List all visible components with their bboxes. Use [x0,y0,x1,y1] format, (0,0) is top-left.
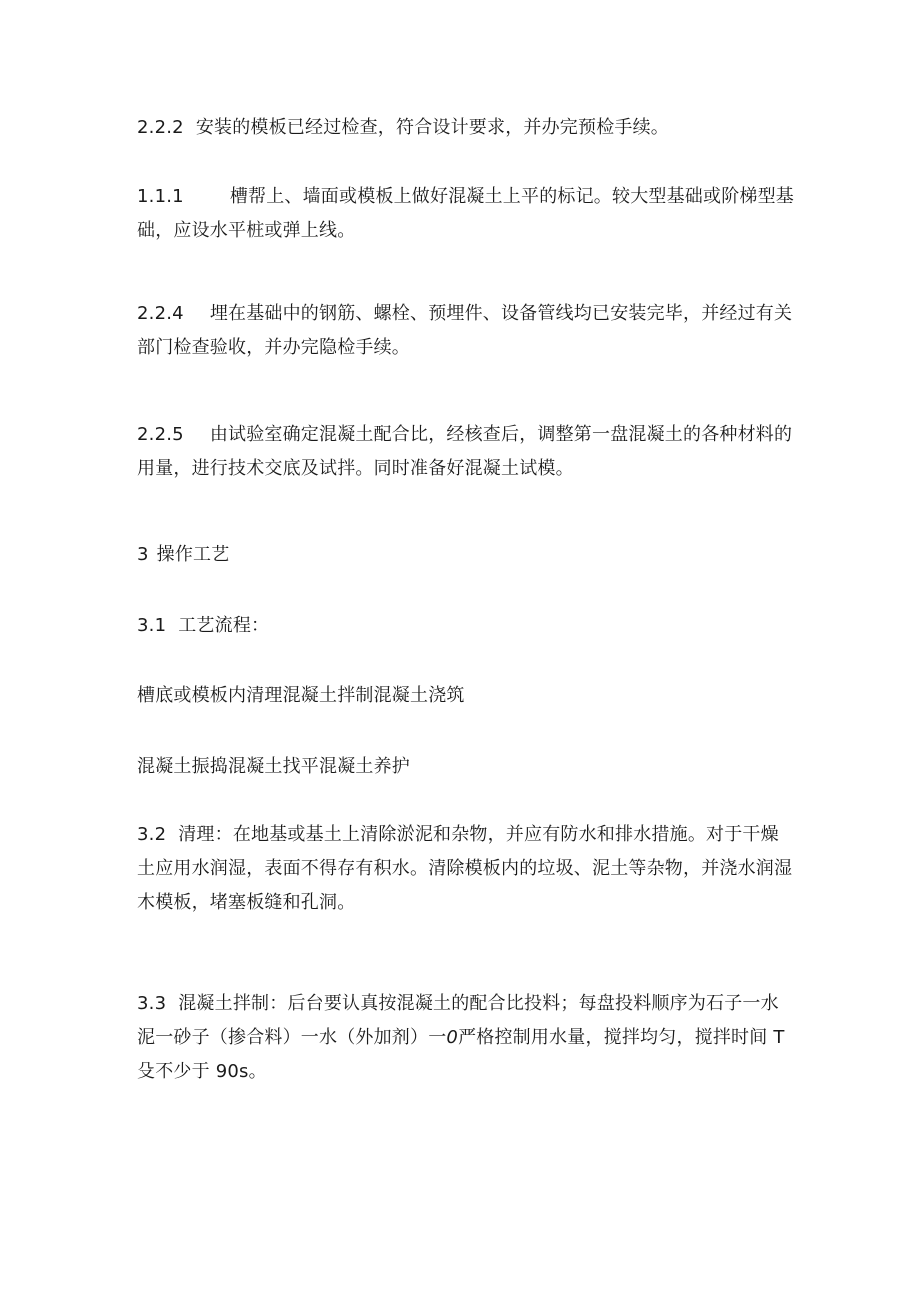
paragraph-text: 清理：在地基或基土上清除淤泥和杂物，并应有防水和排水措施。对于干燥土应用水润湿，表面不得存有积水。清除模板内的垃圾、泥土等杂物，并浇水润湿木模板，堵塞板缝和孔洞。 [137,824,793,913]
paragraph-text: 工艺流程： [178,615,270,636]
paragraph-text: 由试验室确定混凝土配合比，经核查后，调整第一盘混凝土的各种材料的用量，进行技术交底及试拌。同时准备好混凝土试模。 [137,424,793,479]
paragraph-1-1-1 [137,180,797,248]
paragraph-text: 安装的模板已经过检查，符合设计要求，并办完预检手续。 [195,117,670,138]
section-number: 3 [137,544,149,565]
paragraph-text-a: 混凝土拌制：后台要认真按混凝土的配合比投料；每盘投料顺序为石子一水泥一砂子（掺合料）一水（外加剂）一 [137,993,779,1048]
paragraph-text-b: 严格控制用水量，搅拌均匀，搅拌时间 T 殳不少于 90s。 [137,1027,785,1082]
paragraph-2-2-2 [137,111,797,145]
section-number: 2.2.2 [137,117,184,138]
process-flow-line-2 [137,750,797,784]
paragraph-italic-zero: 0 [446,1027,459,1048]
flow-text: 槽底或模板内清理混凝土拌制混凝土浇筑 [137,685,465,706]
paragraph-text: 槽帮上、墙面或模板上做好混凝土上平的标记。较大型基础或阶梯型基础，应设水平桩或弹上线。 [137,186,795,241]
paragraph-text: 埋在基础中的钢筋、螺栓、预埋件、设备管线均已安装完毕，并经过有关部门检查验收，并办完隐检手续。 [137,303,793,358]
section-number: 3.1 [137,615,167,636]
section-number: 3.3 [137,993,167,1014]
section-number: 1.1.1 [137,186,184,207]
paragraph-2-2-4 [137,297,797,365]
section-number: 2.2.4 [137,303,184,324]
section-title: 操作工艺 [156,544,230,565]
flow-text: 混凝土振捣混凝土找平混凝土养护 [137,756,410,777]
paragraph-3-2 [137,818,797,920]
section-number: 3.2 [137,824,167,845]
section-number: 2.2.5 [137,424,184,445]
process-flow-line-1 [137,679,797,713]
paragraph-3-1 [137,609,797,643]
paragraph-2-2-5 [137,418,797,486]
section-3-heading [137,538,797,572]
paragraph-3-3 [137,987,797,1089]
